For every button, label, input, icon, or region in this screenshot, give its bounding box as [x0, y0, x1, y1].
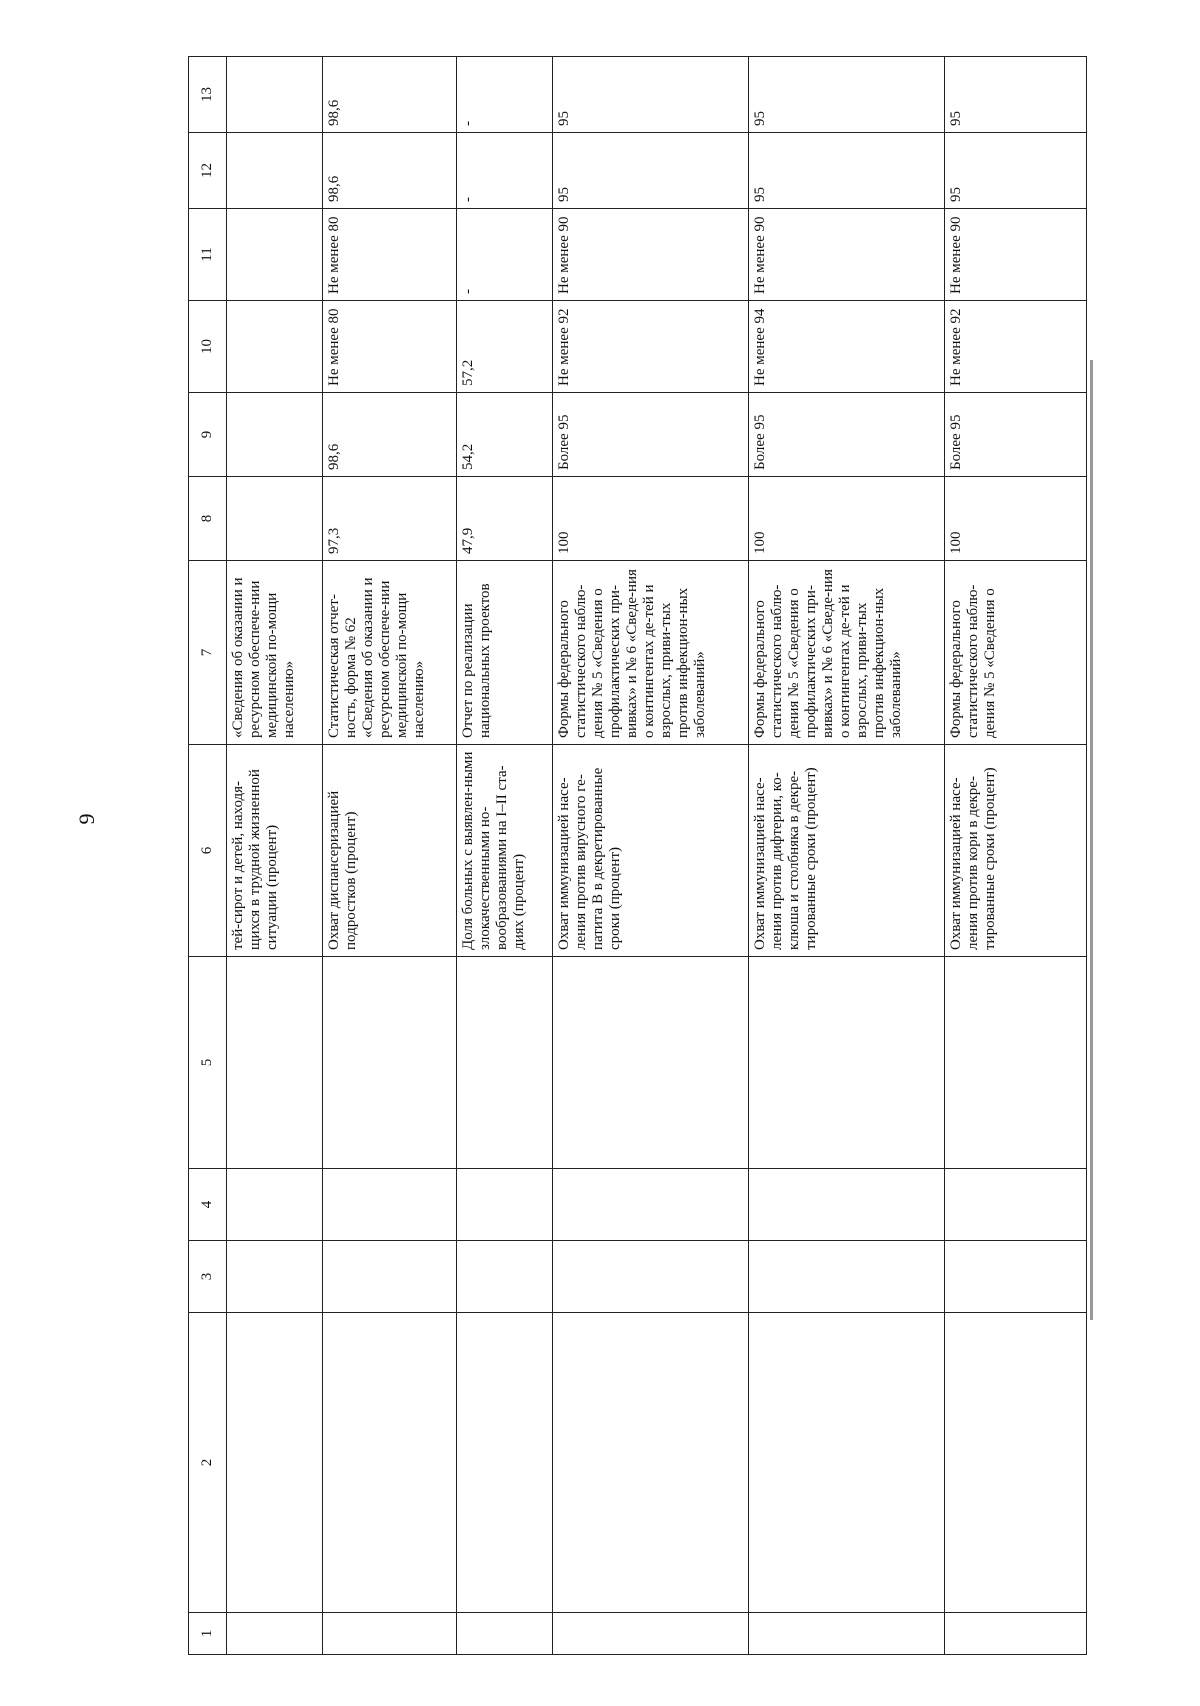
col-header-2: 2 — [189, 1313, 227, 1613]
value-cell-11: - — [457, 209, 553, 301]
source-cell: Отчет по реализации национальных проектов — [457, 561, 553, 745]
col-header-11: 11 — [189, 209, 227, 301]
cell-empty — [553, 1613, 749, 1655]
value-cell-13: 95 — [749, 57, 945, 133]
cell-empty — [749, 957, 945, 1169]
col-header-6: 6 — [189, 745, 227, 957]
value-cell-9: Более 95 — [749, 393, 945, 477]
cell-empty — [323, 1613, 457, 1655]
col-header-9: 9 — [189, 393, 227, 477]
value-cell-12: 98,6 — [323, 133, 457, 209]
value-cell-13: - — [457, 57, 553, 133]
source-cell: «Сведения об оказании и ресурсном обеспече-нии медицинской по-мощи населению» — [227, 561, 323, 745]
indicator-cell: Охват иммунизацией насе-ления против вирусного ге-патита В в декретированные сроки (процент) — [553, 745, 749, 957]
value-cell-12: 95 — [553, 133, 749, 209]
cell-empty — [457, 957, 553, 1169]
table-row — [945, 57, 1087, 1655]
value-cell-11 — [227, 209, 323, 301]
indicator-cell: Охват иммунизацией насе-ления против кори в декре-тированные сроки (процент) — [945, 745, 1087, 957]
col-header-13: 13 — [189, 57, 227, 133]
table-row — [749, 57, 945, 1655]
col-header-12: 12 — [189, 133, 227, 209]
indicator-cell: тей-сирот и детей, находя-щихся в трудной жизненной ситуации (процент) — [227, 745, 323, 957]
cell-empty — [749, 1613, 945, 1655]
rotated-table-wrapper — [188, 57, 1086, 1655]
value-cell-11: Не менее 80 — [323, 209, 457, 301]
cell-empty — [553, 1313, 749, 1613]
cell-empty — [553, 1241, 749, 1313]
source-cell: Статистическая отчет-ность, форма № 62 «Сведения об оказании и ресурсном обеспече-нии медицинской по-мощи населению» — [323, 561, 457, 745]
value-cell-11: Не менее 90 — [553, 209, 749, 301]
indicator-cell: Охват иммунизацией насе-ления против дифтерии, ко-клюша и столбняка в декре-тированные сроки (процент) — [749, 745, 945, 957]
cell-empty — [749, 1169, 945, 1241]
value-cell-10 — [227, 301, 323, 393]
cell-empty — [227, 1169, 323, 1241]
indicators-table — [188, 56, 1087, 1655]
indicator-cell: Охват диспансеризацией подростков (процент) — [323, 745, 457, 957]
cell-empty — [227, 1313, 323, 1613]
cell-empty — [749, 1313, 945, 1613]
value-cell-13: 95 — [553, 57, 749, 133]
cell-empty — [945, 1169, 1087, 1241]
col-header-4: 4 — [189, 1169, 227, 1241]
table-row — [553, 57, 749, 1655]
value-cell-8 — [227, 477, 323, 561]
cell-empty — [945, 1241, 1087, 1313]
table-row — [227, 57, 323, 1655]
col-header-8: 8 — [189, 477, 227, 561]
value-cell-9: 98,6 — [323, 393, 457, 477]
page-number: 9 — [74, 813, 99, 825]
cell-empty — [553, 1169, 749, 1241]
col-header-5: 5 — [189, 957, 227, 1169]
cell-empty — [457, 1313, 553, 1613]
cell-empty — [323, 1313, 457, 1613]
source-cell: Формы федерального статистического наблю-дения № 5 «Сведения о — [945, 561, 1087, 745]
value-cell-9: Более 95 — [553, 393, 749, 477]
scan-margin-line — [1090, 360, 1093, 1320]
cell-empty — [945, 1613, 1087, 1655]
cell-empty — [457, 1169, 553, 1241]
value-cell-9: Более 95 — [945, 393, 1087, 477]
indicator-cell: Доля больных с выявлен-ными злокачественными но-вообразованиями на I–II ста-диях (процент) — [457, 745, 553, 957]
cell-empty — [323, 1241, 457, 1313]
value-cell-10: 57,2 — [457, 301, 553, 393]
cell-empty — [227, 957, 323, 1169]
cell-empty — [945, 957, 1087, 1169]
value-cell-10: Не менее 92 — [945, 301, 1087, 393]
value-cell-12: 95 — [945, 133, 1087, 209]
value-cell-10: Не менее 94 — [749, 301, 945, 393]
value-cell-8: 100 — [749, 477, 945, 561]
rotated-table-area — [188, 57, 1086, 1655]
cell-empty — [457, 1613, 553, 1655]
cell-empty — [749, 1241, 945, 1313]
value-cell-10: Не менее 80 — [323, 301, 457, 393]
value-cell-12: 95 — [749, 133, 945, 209]
col-header-1: 1 — [189, 1613, 227, 1655]
col-header-3: 3 — [189, 1241, 227, 1313]
value-cell-13 — [227, 57, 323, 133]
value-cell-12: - — [457, 133, 553, 209]
value-cell-8: 47,9 — [457, 477, 553, 561]
col-header-7: 7 — [189, 561, 227, 745]
value-cell-13: 98,6 — [323, 57, 457, 133]
value-cell-8: 97,3 — [323, 477, 457, 561]
cell-empty — [227, 1613, 323, 1655]
source-cell: Формы федерального статистического наблю-дения № 5 «Сведения о профилактических при-вивках» и № 6 «Сведе-ния о контингентах де-тей и взрослых, приви-тых против инфекцион-ных заболеваний» — [553, 561, 749, 745]
value-cell-8: 100 — [945, 477, 1087, 561]
col-header-10: 10 — [189, 301, 227, 393]
cell-empty — [323, 1169, 457, 1241]
header-row — [189, 57, 227, 1655]
value-cell-11: Не менее 90 — [749, 209, 945, 301]
source-cell: Формы федерального статистического наблю-дения № 5 «Сведения о профилактических при-вивках» и № 6 «Сведе-ния о контингентах де-тей и взрослых, приви-тых против инфекцион-ных заболеваний» — [749, 561, 945, 745]
cell-empty — [945, 1313, 1087, 1613]
value-cell-9 — [227, 393, 323, 477]
value-cell-11: Не менее 90 — [945, 209, 1087, 301]
value-cell-10: Не менее 92 — [553, 301, 749, 393]
value-cell-12 — [227, 133, 323, 209]
table-row — [323, 57, 457, 1655]
cell-empty — [457, 1241, 553, 1313]
value-cell-9: 54,2 — [457, 393, 553, 477]
cell-empty — [227, 1241, 323, 1313]
value-cell-13: 95 — [945, 57, 1087, 133]
cell-empty — [323, 957, 457, 1169]
table-row — [457, 57, 553, 1655]
cell-empty — [553, 957, 749, 1169]
value-cell-8: 100 — [553, 477, 749, 561]
